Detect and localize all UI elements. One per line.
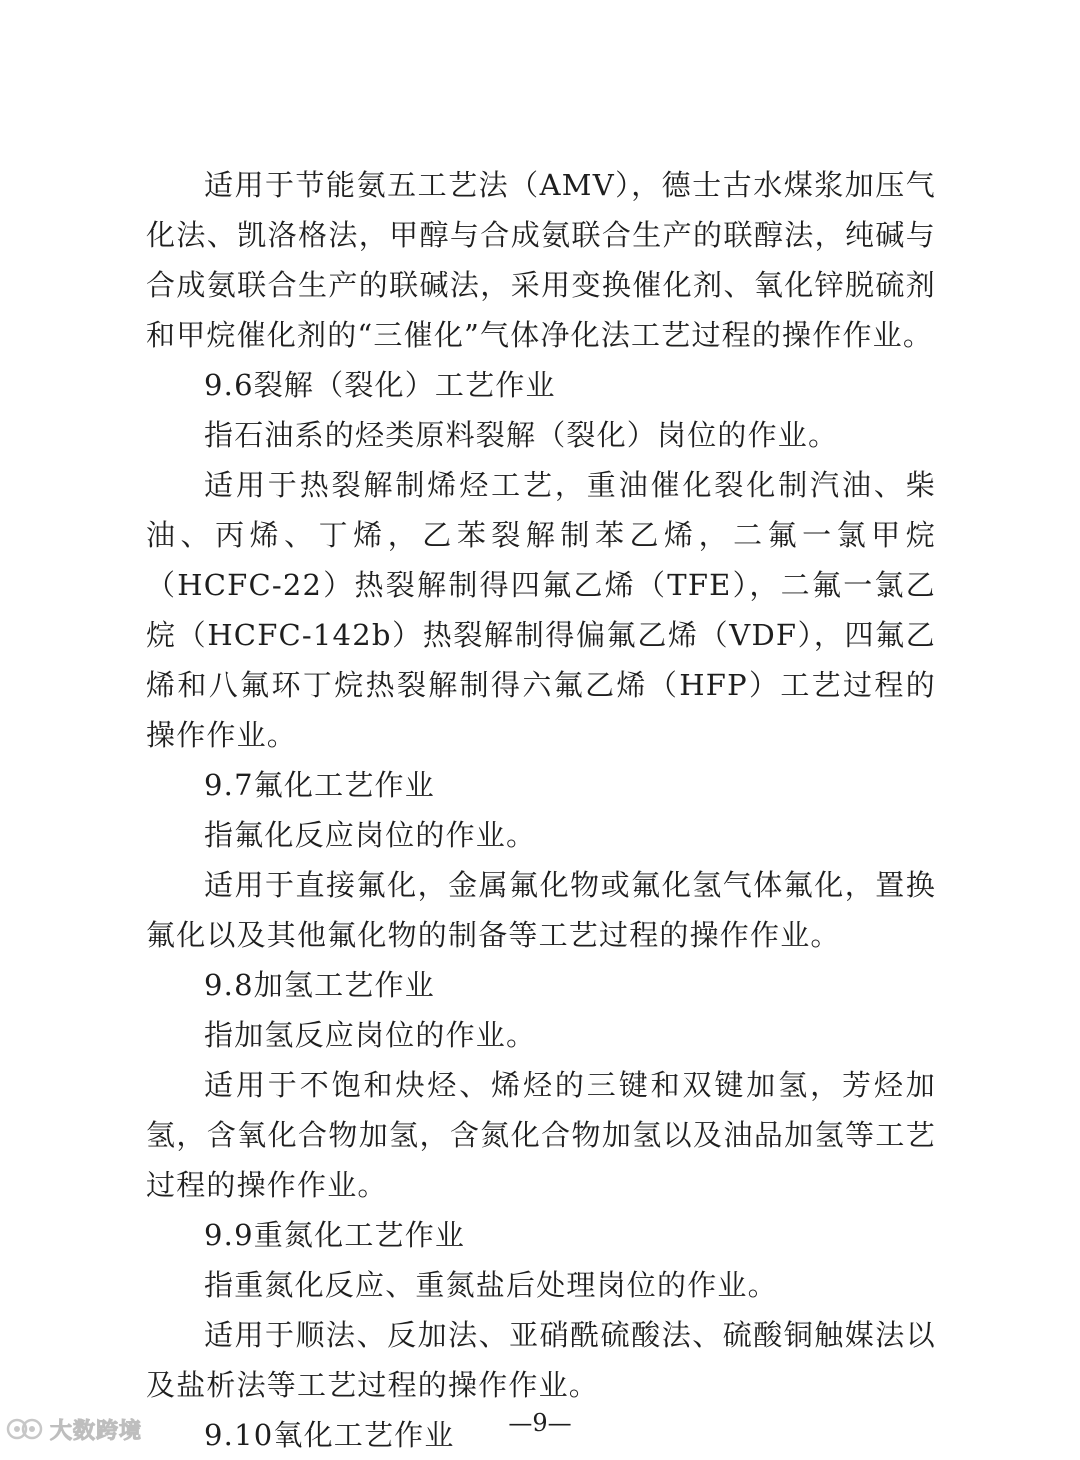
watermark bbox=[6, 1412, 142, 1446]
paragraph-ammonia-applicability: 适用于节能氨五工艺法（AMV），德士古水煤浆加压气化法、凯洛格法，甲醇与合成氨联合生产的联醇法，纯碱与合成氨联合生产的联碱法，采用变换催化剂、氧化锌脱硫剂和甲烷催化剂的“三催化”气体净化法工艺过程的操作作业。 bbox=[146, 168, 936, 352]
paragraph-cracking-definition: 指石油系的烃类原料裂解（裂化）岗位的作业。 bbox=[204, 418, 839, 452]
paragraph-cracking-applicability: 适用于热裂解制烯烃工艺，重油催化裂化制汽油、柴油、丙烯、丁烯，乙苯裂解制苯乙烯，二氟一氯甲烷（HCFC-22）热裂解制得四氟乙烯（TFE），二氟一氯乙烷（HCFC-142b）热裂解制得偏氟乙烯（VDF），四氟乙烯和八氟环丁烷热裂解制得六氟乙烯（HFP）工艺过程的操作作业。 bbox=[146, 468, 936, 752]
paragraph-diazotization-definition: 指重氮化反应、重氮盐后处理岗位的作业。 bbox=[204, 1268, 778, 1302]
paragraph-hydrogenation-applicability: 适用于不饱和炔烃、烯烃的三键和双键加氢，芳烃加氢，含氧化合物加氢，含氮化合物加氢以及油品加氢等工艺过程的操作作业。 bbox=[146, 1068, 936, 1202]
paragraph-fluorination-definition: 指氟化反应岗位的作业。 bbox=[204, 818, 537, 852]
section-heading-9-9: 9.9重氮化工艺作业 bbox=[204, 1218, 466, 1252]
section-heading-9-10: 9.10氧化工艺作业 bbox=[204, 1418, 455, 1452]
watermark-text: 大数跨境 bbox=[50, 1418, 143, 1444]
section-heading-9-6: 9.6裂解（裂化）工艺作业 bbox=[204, 368, 556, 402]
section-heading-9-8: 9.8加氢工艺作业 bbox=[204, 968, 435, 1002]
logo-icon bbox=[6, 1415, 44, 1443]
paragraph-fluorination-applicability: 适用于直接氟化，金属氟化物或氟化氢气体氟化，置换氟化以及其他氟化物的制备等工艺过程的操作作业。 bbox=[146, 868, 936, 952]
section-heading-9-7: 9.7氟化工艺作业 bbox=[204, 768, 435, 802]
paragraph-hydrogenation-definition: 指加氢反应岗位的作业。 bbox=[204, 1018, 537, 1052]
page-number: —9— bbox=[508, 1409, 572, 1437]
paragraph-diazotization-applicability: 适用于顺法、反加法、亚硝酰硫酸法、硫酸铜触媒法以及盐析法等工艺过程的操作作业。 bbox=[146, 1318, 936, 1402]
document-body bbox=[146, 160, 936, 1460]
